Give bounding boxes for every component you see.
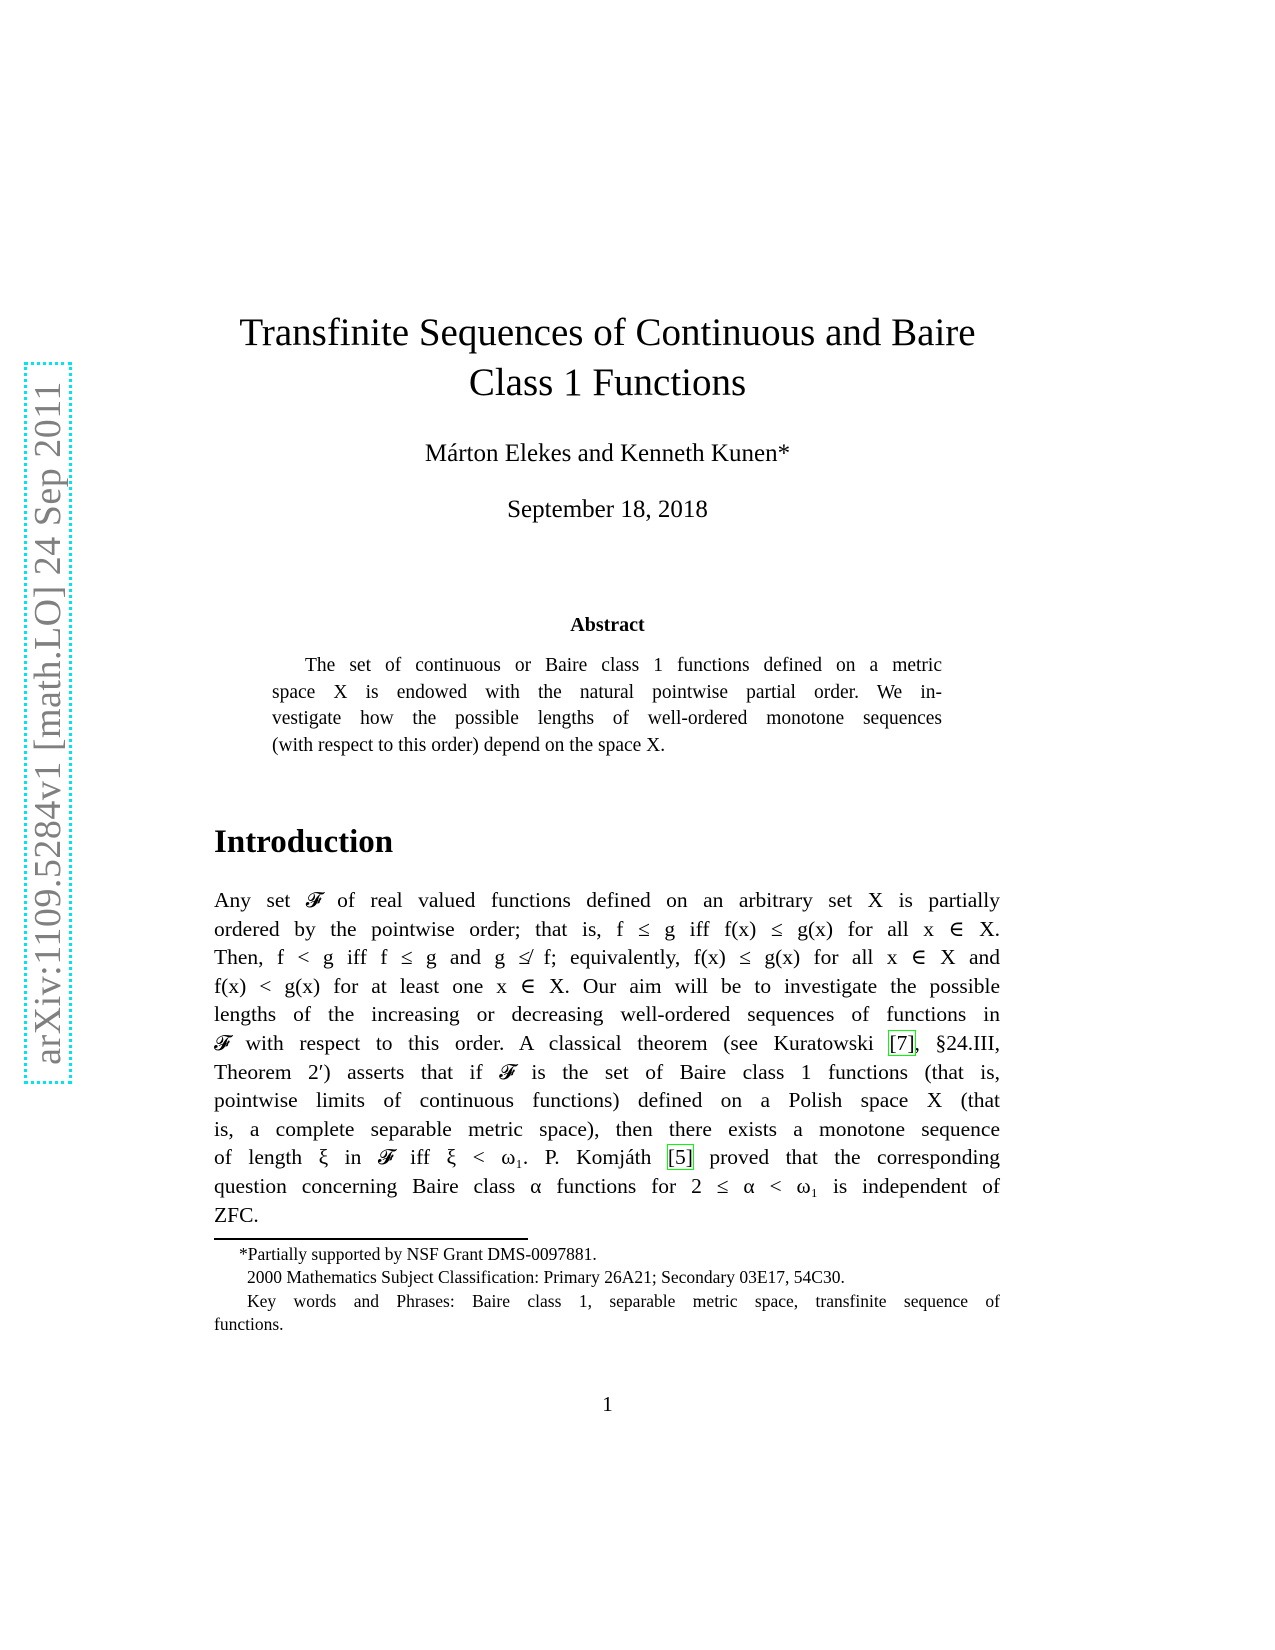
footnote-rule — [214, 1238, 528, 1240]
intro-line — [214, 1143, 1000, 1172]
intro-line — [214, 1086, 1000, 1115]
paper-title — [0, 308, 1215, 408]
abstract-heading: Abstract — [570, 614, 645, 636]
page-number: 1 — [602, 1392, 613, 1416]
authors: Márton Elekes and Kenneth Kunen* — [424, 440, 791, 467]
text-segment: space X is endowed with the natural pointwise partial order. We in- — [272, 681, 942, 703]
citation-link[interactable]: [7] — [889, 1030, 915, 1055]
abstract-line — [272, 733, 942, 760]
intro-line — [214, 943, 1000, 972]
text-segment: Then, f < g iff f ≤ g and g ≰ f; equivalently, f(x) ≤ g(x) for all x ∈ X and — [214, 945, 1000, 970]
citation-link[interactable]: [5] — [667, 1145, 693, 1170]
footnote-keywords-cont: functions. — [214, 1313, 284, 1334]
footnote-grant: *Partially supported by NSF Grant DMS-0097881. — [239, 1244, 597, 1264]
section-heading-introduction: Introduction — [214, 824, 394, 860]
text-segment: ZFC. — [214, 1202, 259, 1227]
text-segment: f(x) < g(x) for at least one x ∈ X. Our aim will be to investigate the possible — [214, 973, 1000, 998]
abstract-line — [272, 653, 942, 680]
footnotes — [214, 1243, 1000, 1336]
title-line-1: Transfinite Sequences of Continuous and Baire — [239, 311, 976, 354]
text-segment: Theorem 2′) asserts that if 𝓕 is the set of Baire class 1 functions (that is, — [214, 1059, 1000, 1084]
intro-line — [214, 1201, 1000, 1230]
text-segment: The set of continuous or Baire class 1 functions defined on a metric — [305, 655, 942, 676]
text-segment: ordered by the pointwise order; that is, f ≤ g iff f(x) ≤ g(x) for all x ∈ X. — [214, 916, 1000, 941]
intro-line — [214, 1172, 1000, 1201]
text-segment: question concerning Baire class α functions for 2 ≤ α < ω₁ is independent of — [214, 1173, 1000, 1198]
abstract-line — [272, 680, 942, 707]
text-segment: lengths of the increasing or decreasing well-ordered sequences of functions in — [214, 1002, 1000, 1027]
abstract-line — [272, 706, 942, 733]
title-line-2: Class 1 Functions — [468, 361, 747, 404]
abstract-body — [272, 653, 942, 760]
introduction-body — [214, 886, 1000, 1229]
intro-line — [214, 1115, 1000, 1144]
intro-line — [214, 1058, 1000, 1087]
intro-line — [214, 1029, 1000, 1058]
text-segment: , §24.III, — [914, 1030, 1000, 1055]
intro-line — [214, 972, 1000, 1001]
text-segment: (with respect to this order) depend on the space X. — [272, 735, 666, 757]
intro-line — [214, 915, 1000, 944]
date: September 18, 2018 — [507, 496, 708, 523]
footnote-keywords: Key words and Phrases: Baire class 1, separable metric space, transfinite sequence of — [247, 1290, 1000, 1311]
text-segment: is, a complete separable metric space), then there exists a monotone sequence — [214, 1116, 1000, 1141]
intro-line — [214, 886, 1000, 915]
text-segment: proved that the corresponding — [692, 1145, 1001, 1170]
text-segment: pointwise limits of continuous functions) defined on a Polish space X (that — [214, 1088, 1000, 1113]
text-segment: Any set 𝓕 of real valued functions defined on an arbitrary set X is partially — [214, 888, 1000, 912]
arxiv-identifier: arXiv:1109.5284v1 [math.LO] 24 Sep 2011 — [27, 381, 69, 1065]
text-segment: 𝓕 with respect to this order. A classical theorem (see Kuratowski — [214, 1030, 890, 1055]
text-segment: of length ξ in 𝓕 iff ξ < ω₁. P. Komjáth — [214, 1145, 668, 1170]
footnote-msc: 2000 Mathematics Subject Classification: Primary 26A21; Secondary 03E17, 54C30. — [247, 1267, 845, 1288]
text-segment: vestigate how the possible lengths of well-ordered monotone sequences — [272, 708, 942, 730]
intro-line — [214, 1000, 1000, 1029]
